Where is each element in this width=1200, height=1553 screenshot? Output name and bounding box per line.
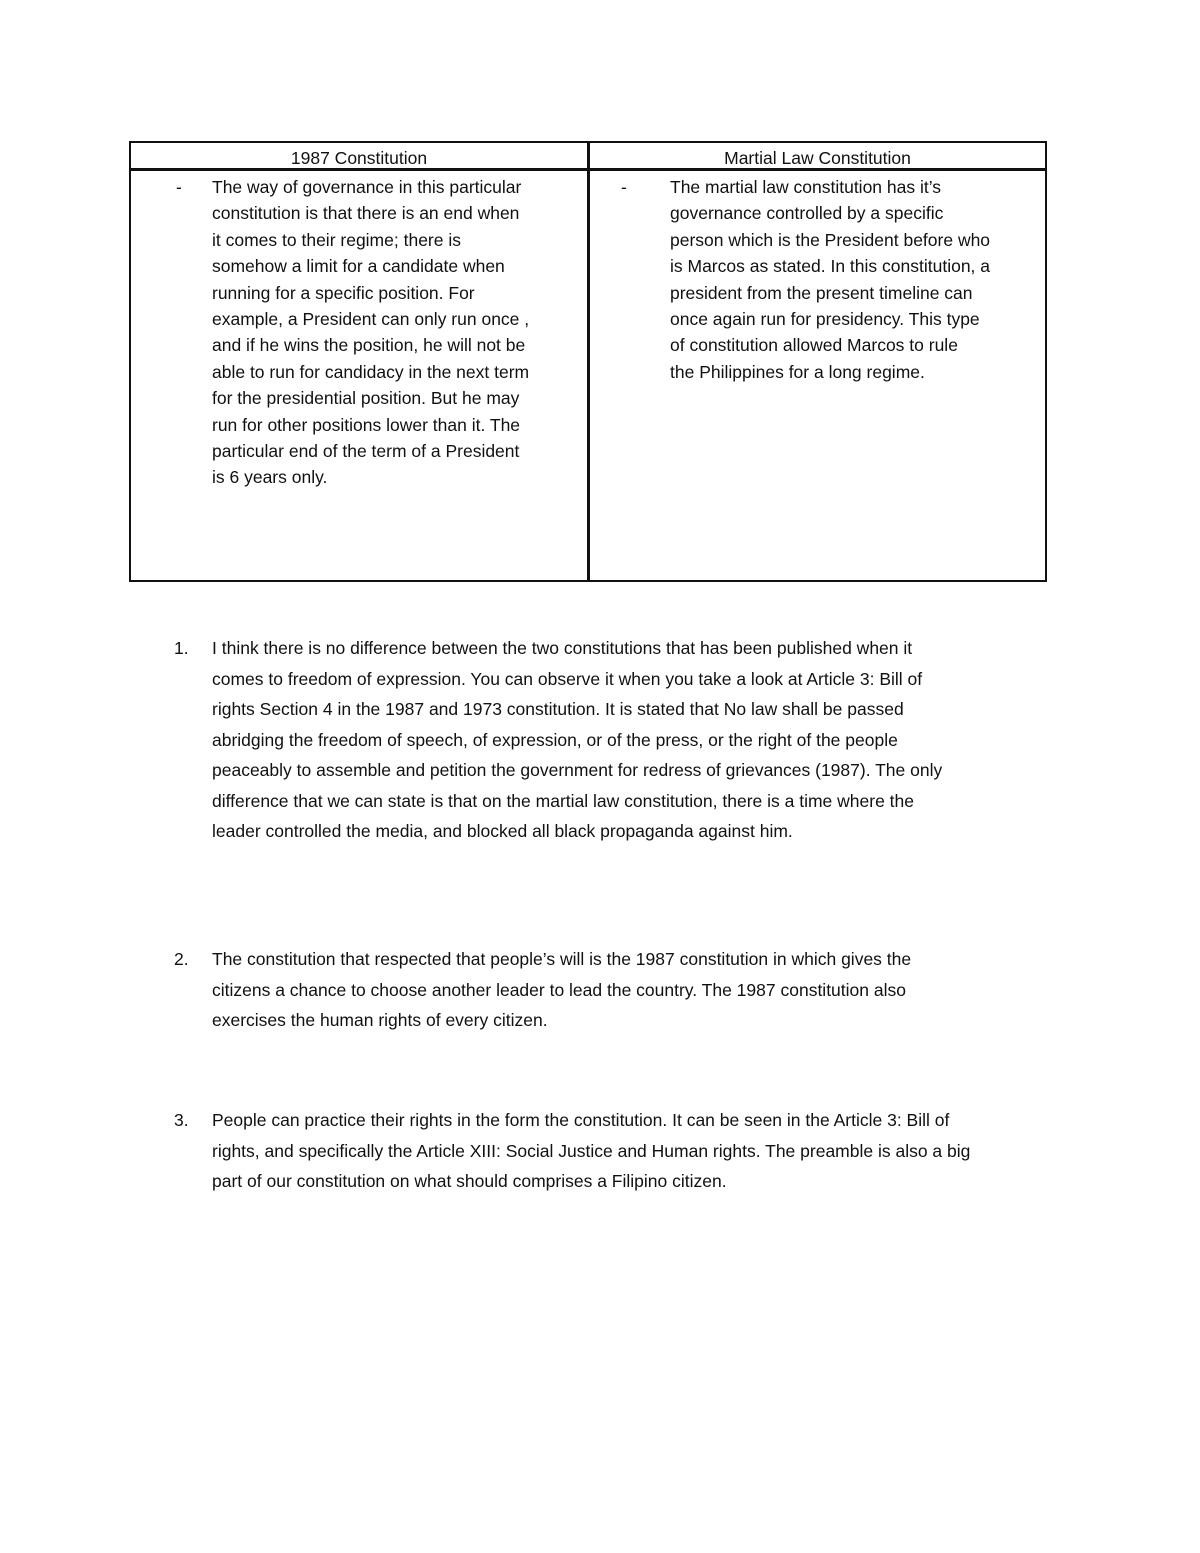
answer-number: 3.: [174, 1110, 189, 1130]
text-line: The constitution that respected that people’s will is the 1987 constitution in which gives the: [212, 949, 912, 969]
text-line: The martial law constitution has it’s: [670, 177, 942, 197]
text-line: president from the present timeline can: [670, 282, 973, 303]
text-line: running for a specific position. For: [212, 282, 475, 303]
text-line: somehow a limit for a candidate when: [212, 256, 505, 277]
constitution-comparison-table: [129, 141, 1047, 582]
bullet-dash: -: [176, 177, 182, 197]
text-line: People can practice their rights in the form the constitution. It can be seen in the Article 3: Bill of: [212, 1110, 950, 1130]
text-line: example, a President can only run once ,: [212, 309, 530, 330]
text-line: rights Section 4 in the 1987 and 1973 constitution. It is stated that No law shall be passed: [212, 699, 904, 719]
text-line: is 6 years only.: [212, 467, 328, 488]
text-line: exercises the human rights of every citizen.: [212, 1010, 548, 1030]
text-line: once again run for presidency. This type: [670, 309, 980, 330]
text-line: is Marcos as stated. In this constitution, a: [670, 256, 991, 277]
text-line: The way of governance in this particular: [212, 177, 522, 197]
text-line: peaceably to assemble and petition the government for redress of grievances (1987). The only: [212, 760, 943, 780]
text-line: part of our constitution on what should comprises a Filipino citizen.: [212, 1171, 727, 1191]
table-header-martial-law-constitution: Martial Law Constitution: [590, 143, 1045, 171]
answer-text: [212, 1105, 970, 1197]
answer-text: [212, 944, 911, 1036]
answer-text: [212, 633, 942, 847]
text-line: particular end of the term of a President: [212, 441, 520, 462]
text-line: governance controlled by a specific: [670, 203, 944, 224]
text-line: of constitution allowed Marcos to rule: [670, 335, 958, 356]
text-line: person which is the President before who: [670, 229, 991, 250]
table-header-1987-constitution: 1987 Constitution: [131, 143, 590, 171]
text-line: citizens a chance to choose another leader to lead the country. The 1987 constitution also: [212, 979, 906, 1000]
answer-number: 2.: [174, 949, 189, 969]
text-line: it comes to their regime; there is: [212, 229, 461, 250]
text-line: the Philippines for a long regime.: [670, 361, 925, 382]
text-line: able to run for candidacy in the next term: [212, 361, 530, 382]
text-line: leader controlled the media, and blocked all black propaganda against him.: [212, 821, 793, 841]
text-line: run for other positions lower than it. The: [212, 414, 521, 435]
text-line: difference that we can state is that on the martial law constitution, there is a time where the: [212, 790, 914, 811]
table-cell-1987-constitution: [131, 171, 590, 580]
text-line: I think there is no difference between the two constitutions that has been published when it: [212, 638, 913, 658]
text-line: and if he wins the position, he will not be: [212, 335, 526, 356]
bullet-dash: -: [621, 177, 627, 197]
text-line: rights, and specifically the Article XIII: Social Justice and Human rights. The preamble is also a big: [212, 1140, 971, 1161]
answer-number: 1.: [174, 638, 189, 658]
text-line: constitution is that there is an end when: [212, 203, 520, 224]
text-line: abridging the freedom of speech, of expression, or of the press, or the right of the people: [212, 729, 898, 750]
text-line: comes to freedom of expression. You can observe it when you take a look at Article 3: Bill of: [212, 668, 923, 689]
table-cell-martial-law-constitution: [590, 171, 1045, 580]
text-line: for the presidential position. But he may: [212, 388, 520, 409]
cell-text-1987: [212, 174, 529, 491]
cell-text-martial-law: [670, 174, 990, 385]
